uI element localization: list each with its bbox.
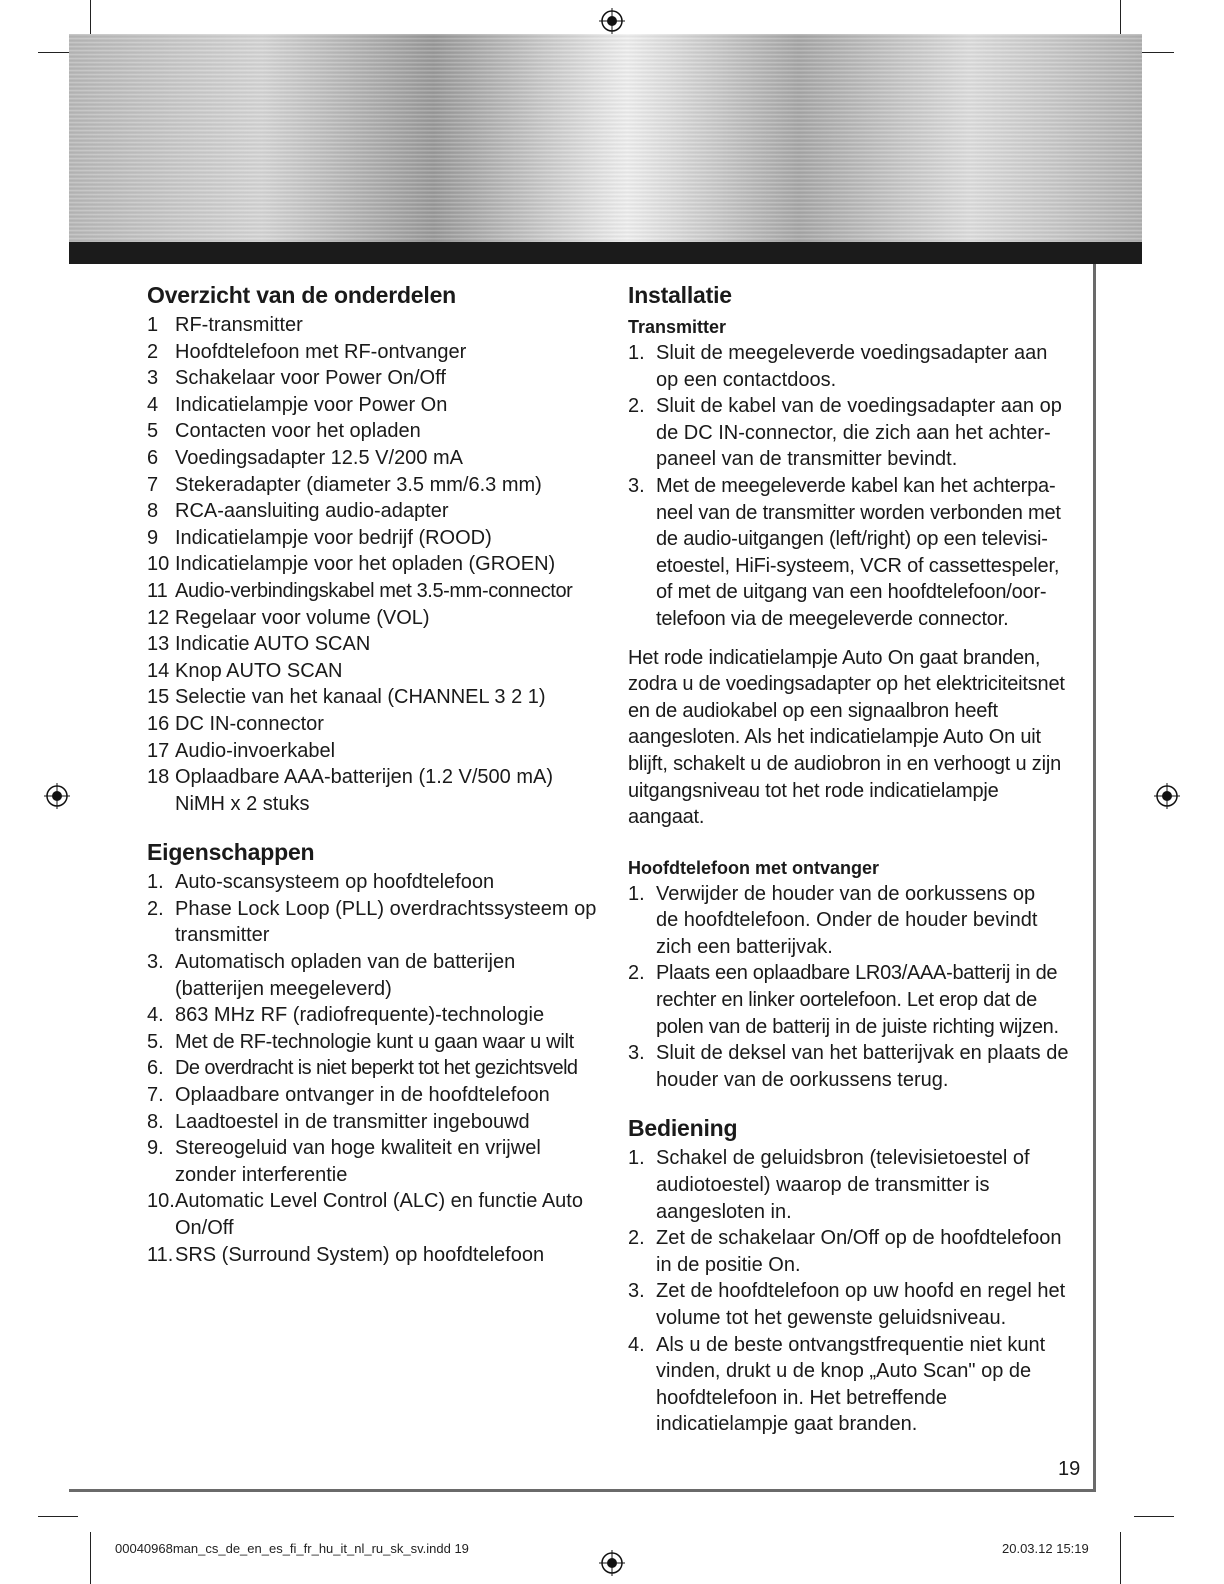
- crop-mark: [90, 1532, 91, 1584]
- list-item: [628, 1040, 1078, 1093]
- list-item: [628, 393, 1078, 473]
- item-text: Laadtoestel in de transmitter ingebouwd: [175, 1110, 530, 1133]
- item-number: 6: [147, 446, 159, 469]
- registration-mark-icon: [599, 1550, 625, 1576]
- headphones-subtitle: Hoofdtelefoon met ontvanger: [628, 857, 879, 878]
- item-number: 12: [147, 606, 170, 629]
- item-text: Schakelaar voor Power On/Off: [175, 367, 446, 390]
- list-item: [628, 960, 1078, 1040]
- item-number: 11: [147, 579, 168, 602]
- item-number: 1.: [628, 342, 645, 364]
- list-item: [147, 738, 597, 765]
- item-number: 13: [147, 633, 170, 656]
- section-gap: [628, 633, 1078, 645]
- list-item: [147, 658, 597, 685]
- item-number: 3.: [628, 474, 645, 497]
- item-number: 6.: [147, 1057, 164, 1080]
- right-column: [628, 280, 1078, 1438]
- item-number: 3.: [628, 1042, 645, 1065]
- item-text: RCA-aansluiting audio-adapter: [175, 500, 449, 523]
- list-item: [628, 881, 1078, 961]
- footer-timestamp: 20.03.12 15:19: [1002, 1541, 1089, 1556]
- list-item: [147, 711, 597, 738]
- section-gap: [628, 1093, 1078, 1113]
- item-number: 3.: [147, 951, 164, 974]
- list-item: [628, 1278, 1078, 1331]
- item-number: 2: [147, 340, 159, 363]
- list-item: [147, 1002, 597, 1029]
- item-text: Audio-verbindingskabel met 3.5-mm-connector: [175, 579, 573, 602]
- registration-mark-icon: [44, 783, 70, 809]
- list-item: [147, 764, 597, 817]
- section-gap: [628, 831, 1078, 851]
- transmitter-steps: [628, 340, 1078, 633]
- item-number: 3: [147, 367, 159, 390]
- item-text: Met de meegeleverde kabel kan het achterpa- neel van de transmitter worden verbonden met de audio-uitgangen (left/right) op een televisi- etoestel, HiFi-systeem, VCR of cassettespeler, of met de uitgang van een hoofdtelefoon/oor- telefoon via de meegeleverde connector.: [656, 474, 1061, 630]
- item-text: Indicatielampje voor het opladen (GROEN): [175, 553, 556, 576]
- item-number: 1.: [147, 871, 164, 894]
- item-text: Contacten voor het opladen: [175, 420, 421, 443]
- installation-title: Installatie: [628, 282, 732, 308]
- item-number: 2.: [147, 897, 164, 920]
- list-item: [628, 340, 1078, 393]
- item-text: Phase Lock Loop (PLL) overdrachtssysteem op transmitter: [175, 897, 597, 947]
- item-text: DC IN-connector: [175, 712, 324, 735]
- item-number: 17: [147, 739, 170, 762]
- list-item: [147, 472, 597, 499]
- features-list: [147, 869, 597, 1268]
- item-text: Sluit de kabel van de voedingsadapter aan op de DC IN-connector, die zich aan het achter- paneel van de transmitter bevindt.: [656, 395, 1062, 471]
- page-number: 19: [1058, 1458, 1081, 1480]
- list-item: [147, 605, 597, 632]
- item-number: 2.: [628, 962, 645, 985]
- item-text: Zet de hoofdtelefoon op uw hoofd en regel het volume tot het gewenste geluidsniveau.: [656, 1280, 1066, 1329]
- overview-title: Overzicht van de onderdelen: [147, 282, 457, 308]
- item-text: Als u de beste ontvangstfrequentie niet kunt vinden, drukt u de knop „Auto Scan" op de hoofdtelefoon in. Het betreffende indicatielampje gaat branden.: [656, 1333, 1046, 1436]
- item-number: 4.: [147, 1004, 164, 1027]
- operation-steps: [628, 1145, 1078, 1438]
- list-item: [147, 1242, 597, 1269]
- list-item: [628, 473, 1078, 633]
- item-text: Selectie van het kanaal (CHANNEL 3 2 1): [175, 686, 546, 709]
- list-item: [147, 896, 597, 949]
- item-text: Indicatie AUTO SCAN: [175, 633, 371, 656]
- page-frame-right: [1093, 264, 1096, 1490]
- item-text: Hoofdtelefoon met RF-ontvanger: [175, 340, 467, 363]
- item-text: Automatisch opladen van de batterijen (batterijen meegeleverd): [175, 951, 516, 1000]
- item-number: 1.: [628, 1147, 645, 1170]
- list-item: [147, 1188, 597, 1241]
- item-text: Indicatielampje voor bedrijf (ROOD): [175, 526, 492, 549]
- overview-list: [147, 312, 597, 817]
- item-text: Met de RF-technologie kunt u gaan waar u wilt: [175, 1030, 574, 1053]
- item-number: 10.: [147, 1190, 175, 1213]
- footer-filename: 00040968man_cs_de_en_es_fi_fr_hu_it_nl_ru_sk_sv.indd 19: [115, 1541, 469, 1556]
- list-item: [147, 1109, 597, 1136]
- item-number: 2.: [628, 395, 645, 418]
- list-item: [628, 1225, 1078, 1278]
- header-metal-band: [69, 34, 1142, 264]
- item-text: Stekeradapter (diameter 3.5 mm/6.3 mm): [175, 473, 542, 496]
- list-item: [628, 1332, 1078, 1438]
- item-text: Stereogeluid van hoge kwaliteit en vrijwel zonder interferentie: [175, 1137, 541, 1186]
- item-number: 10: [147, 553, 170, 576]
- item-number: 1.: [628, 882, 645, 905]
- transmitter-note: Het rode indicatielampje Auto On gaat branden, zodra u de voedingsadapter op het elektriciteitsnet en de audiokabel op een signaalbron heeft aangesloten. Als het indicatielampje Auto On uit blijft, schakelt u de audiobron in en verhoogt u zijn uitgangsniveau tot het rode indicatielampje aangaat.: [628, 646, 1065, 829]
- item-number: 4.: [628, 1333, 645, 1356]
- page-frame-bottom: [69, 1489, 1096, 1492]
- registration-mark-icon: [599, 8, 625, 34]
- item-text: Regelaar voor volume (VOL): [175, 606, 430, 629]
- list-item: [147, 418, 597, 445]
- item-text: Oplaadbare ontvanger in de hoofdtelefoon: [175, 1084, 550, 1107]
- item-text: Schakel de geluidsbron (televisietoestel of audiotoestel) waarop de transmitter is aangesloten in.: [656, 1147, 1030, 1223]
- list-item: [147, 525, 597, 552]
- item-number: 11.: [147, 1243, 174, 1266]
- transmitter-subtitle: Transmitter: [628, 317, 727, 337]
- registration-mark-icon: [1154, 783, 1180, 809]
- item-number: 9: [147, 526, 159, 549]
- list-item: [147, 578, 597, 605]
- list-item: [147, 312, 597, 339]
- crop-mark: [1134, 1516, 1174, 1517]
- list-item: [147, 1082, 597, 1109]
- item-number: 9.: [147, 1137, 164, 1160]
- crop-mark: [1120, 1532, 1121, 1584]
- list-item: [628, 1145, 1078, 1225]
- item-text: Audio-invoerkabel: [175, 739, 336, 762]
- item-text: Knop AUTO SCAN: [175, 659, 343, 682]
- item-number: 14: [147, 659, 170, 682]
- left-column: [147, 280, 597, 1268]
- operation-title: Bediening: [628, 1115, 738, 1142]
- list-item: [147, 392, 597, 419]
- list-item: [147, 684, 597, 711]
- item-number: 1: [147, 314, 159, 336]
- item-number: 3.: [628, 1280, 645, 1303]
- list-item: [147, 949, 597, 1002]
- item-text: Zet de schakelaar On/Off op de hoofdtelefoon in de positie On.: [656, 1227, 1062, 1276]
- item-text: RF-transmitter: [175, 314, 303, 336]
- item-number: 8.: [147, 1110, 164, 1133]
- crop-mark: [38, 1516, 78, 1517]
- list-item: [147, 339, 597, 366]
- list-item: [147, 1135, 597, 1188]
- item-number: 15: [147, 686, 170, 709]
- header-dark-bar: [69, 242, 1142, 264]
- item-text: Verwijder de houder van de oorkussens op de hoofdtelefoon. Onder de houder bevindt zich een batterijvak.: [656, 882, 1038, 958]
- headphones-steps: [628, 881, 1078, 1094]
- item-text: Indicatielampje voor Power On: [175, 393, 448, 416]
- section-gap: [147, 817, 597, 837]
- list-item: [147, 869, 597, 896]
- item-number: 8: [147, 500, 159, 523]
- item-text: Automatic Level Control (ALC) en functie Auto On/Off: [175, 1190, 583, 1239]
- list-item: [147, 1029, 597, 1056]
- item-text: Auto-scansysteem op hoofdtelefoon: [175, 871, 495, 894]
- item-number: 16: [147, 712, 170, 735]
- list-item: [147, 365, 597, 392]
- list-item: [147, 551, 597, 578]
- features-title: Eigenschappen: [147, 839, 315, 866]
- list-item: [147, 498, 597, 525]
- item-number: 7.: [147, 1084, 164, 1107]
- item-text: SRS (Surround System) op hoofdtelefoon: [175, 1243, 545, 1266]
- item-text: Sluit de meegeleverde voedingsadapter aan op een contactdoos.: [656, 342, 1048, 391]
- list-item: [147, 1055, 597, 1082]
- item-number: 7: [147, 473, 159, 496]
- item-number: 4: [147, 393, 159, 416]
- item-number: 18: [147, 766, 170, 789]
- item-number: 5.: [147, 1030, 164, 1053]
- list-item: [147, 631, 597, 658]
- item-text: Sluit de deksel van het batterijvak en plaats de houder van de oorkussens terug.: [656, 1042, 1069, 1091]
- item-number: 2.: [628, 1227, 645, 1250]
- item-number: 5: [147, 420, 159, 443]
- item-text: Plaats een oplaadbare LR03/AAA-batterij in de rechter en linker oortelefoon. Let erop dat de polen van de batterij in de juiste richting wijzen.: [656, 962, 1059, 1038]
- item-text: De overdracht is niet beperkt tot het gezichtsveld: [175, 1057, 578, 1080]
- item-text: Oplaadbare AAA-batterijen (1.2 V/500 mA) NiMH x 2 stuks: [175, 766, 553, 815]
- list-item: [147, 445, 597, 472]
- item-text: Voedingsadapter 12.5 V/200 mA: [175, 446, 463, 469]
- item-text: 863 MHz RF (radiofrequente)-technologie: [175, 1004, 545, 1027]
